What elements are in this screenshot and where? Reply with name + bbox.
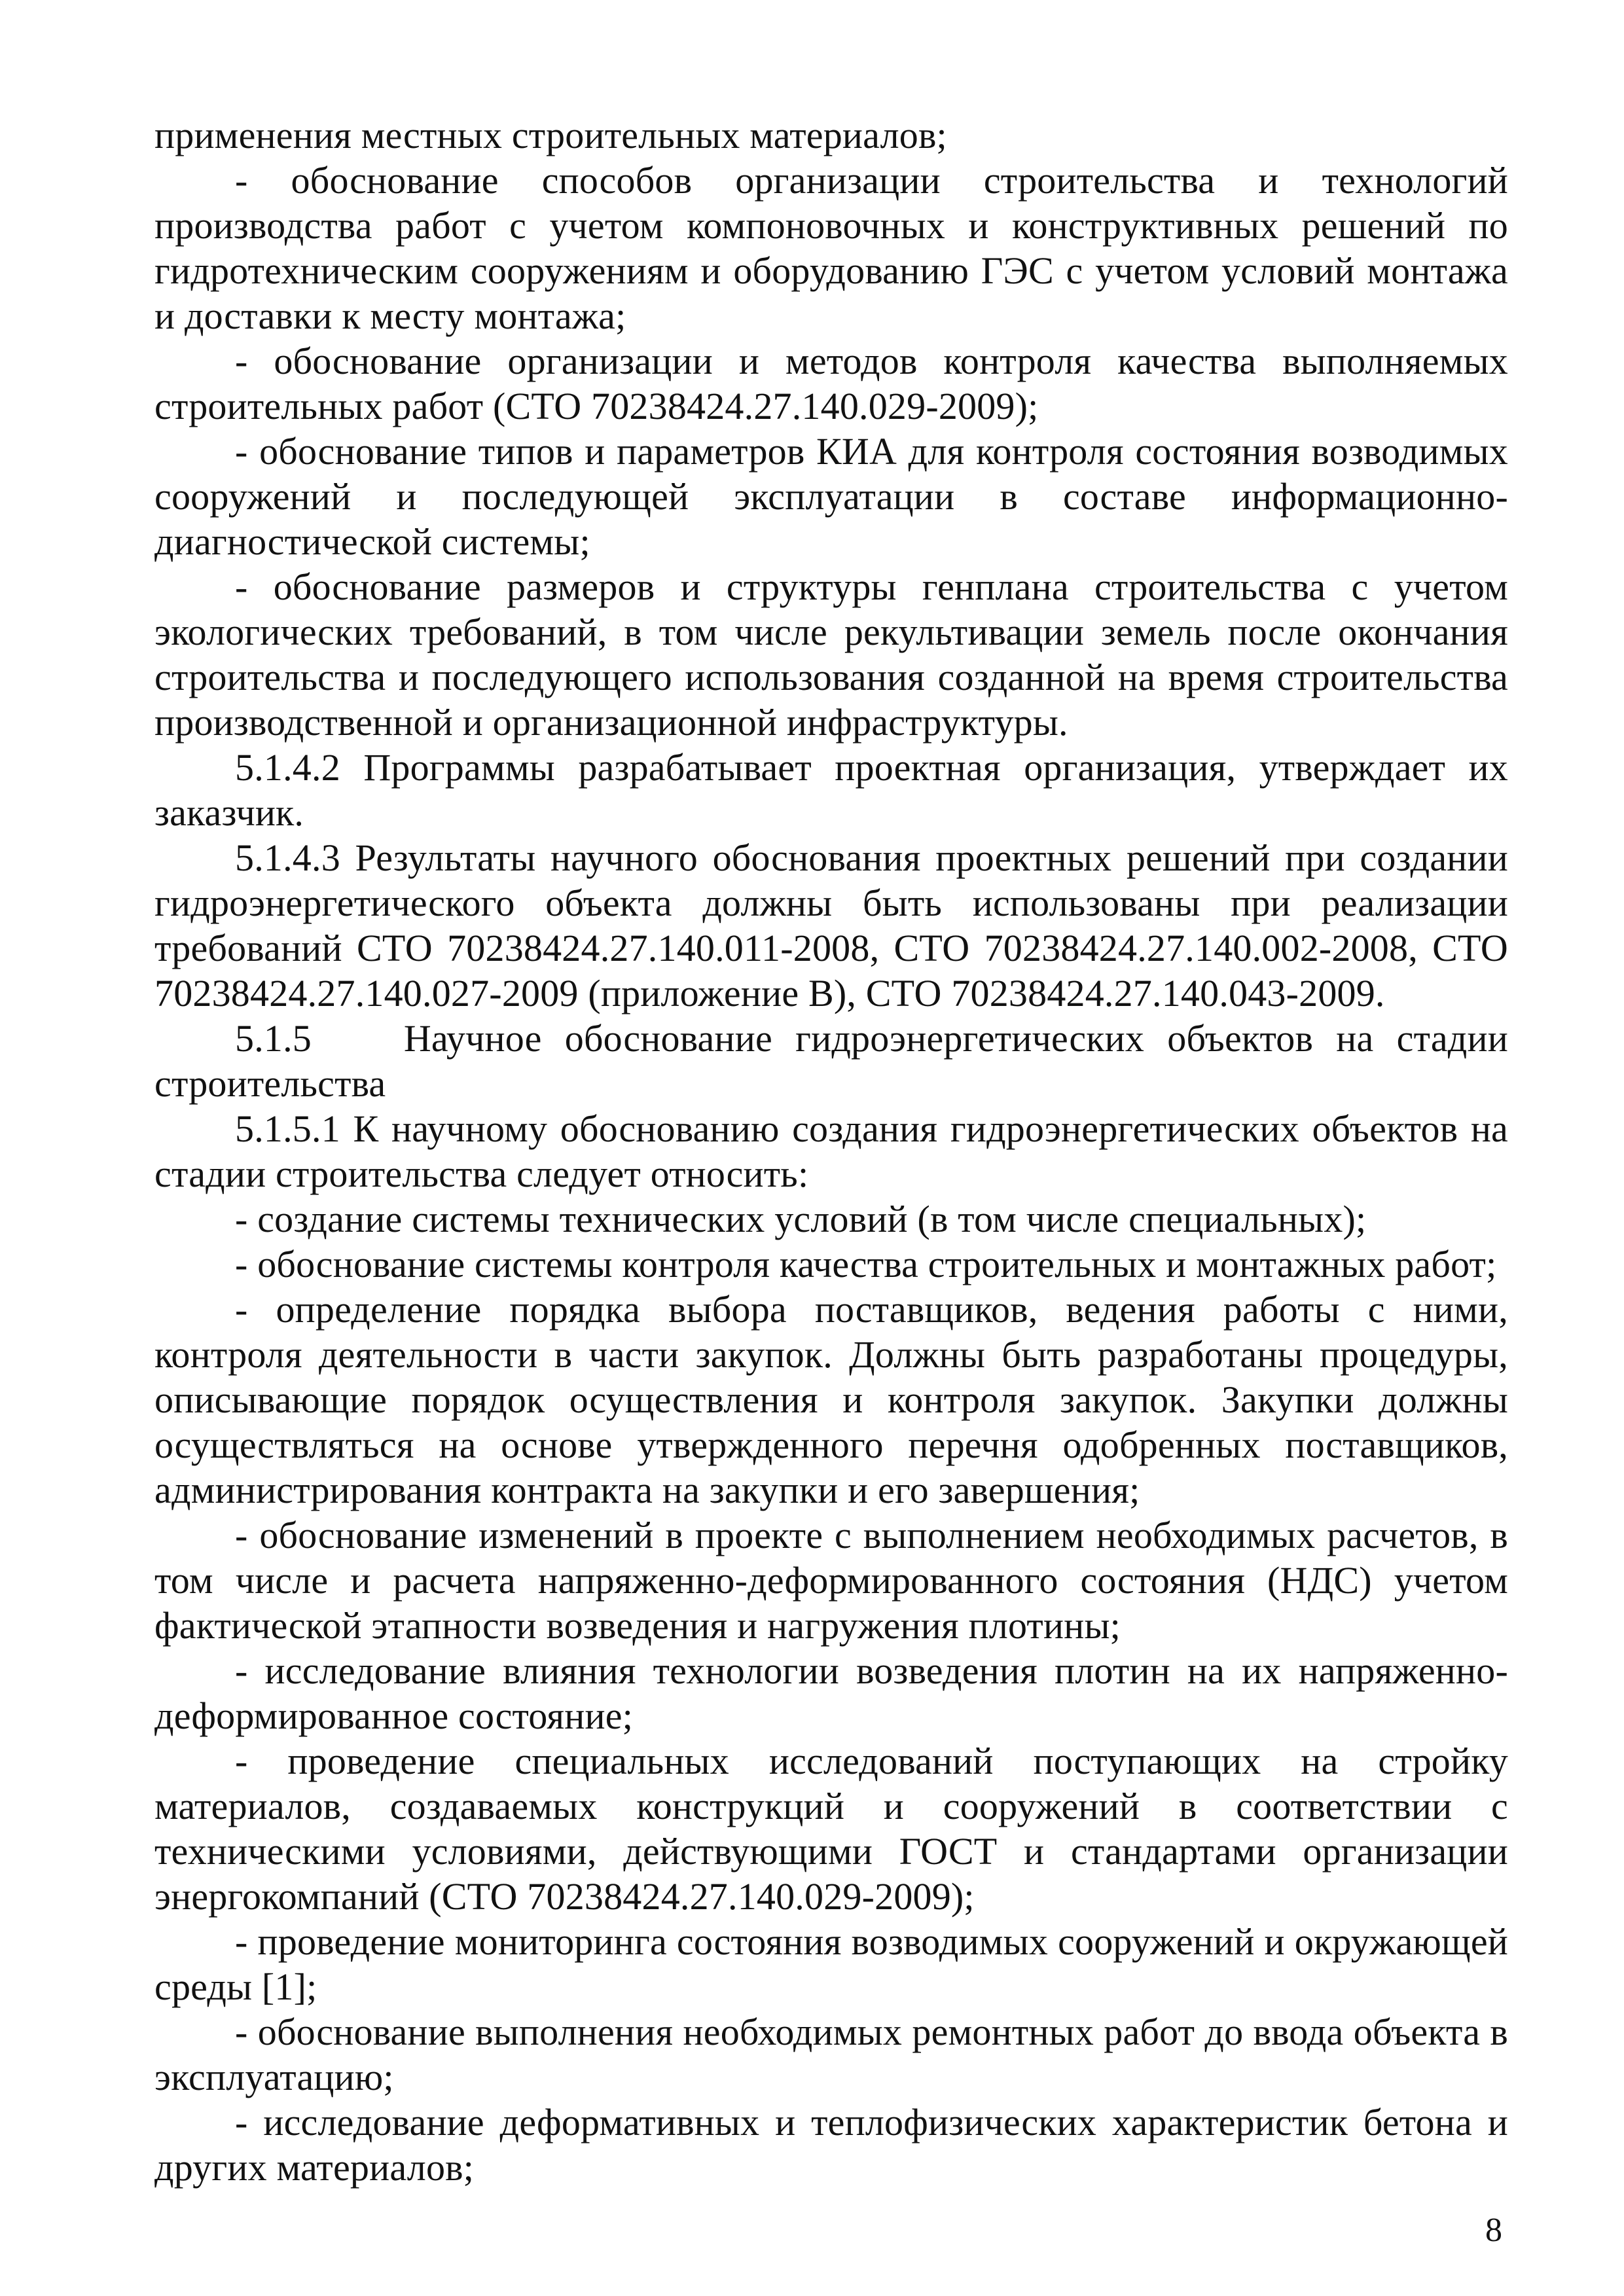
list-item: - обоснование организации и методов контроля качества выполняемых строительных работ (СТО 70238424.27.140.029-2009); xyxy=(154,340,1508,427)
list-item: - обоснование размеров и структуры генплана строительства с учетом экологических требований, в том числе рекультивации земель после окончания строительства и последующего использования созданной на время строительства производственной и организационной инфраструктуры. xyxy=(154,565,1508,744)
list-item: - обоснование способов организации строительства и технологий производства работ с учетом компоновочных и конструктивных решений по гидротехническим сооружениям и оборудованию ГЭС с учетом условий монтажа и доставки к месту монтажа; xyxy=(154,159,1508,337)
list-item: - проведение специальных исследований поступающих на стройку материалов, создаваемых конструкций и сооружений в соответствии с техническими условиями, действующими ГОСТ и стандартами организации энергокомпаний (СТО 70238424.27.140.029-2009); xyxy=(154,1740,1508,1918)
list-item: - создание системы технических условий (в том числе специальных); xyxy=(235,1198,1367,1240)
clause-5-1-4-2: 5.1.4.2 Программы разрабатывает проектная организация, утверждает их заказчик. xyxy=(154,746,1508,834)
clause-5-1-4-3: 5.1.4.3 Результаты научного обоснования проектных решений при создании гидроэнергетического объекта должны быть использованы при реализации требований СТО 70238424.27.140.011-2008, СТО 70238424.27.140.002-2008, СТО 70238424.27.140.027-2009 (приложение В), СТО 70238424.27.140.043-2009. xyxy=(154,836,1508,1014)
clause-5-1-5-1: 5.1.5.1 К научному обоснованию создания гидроэнергетических объектов на стадии строительства следует относить: xyxy=(154,1107,1508,1195)
list-item: - исследование влияния технологии возведения плотин на их напряженно-деформированное состояние; xyxy=(154,1649,1508,1737)
page-number: 8 xyxy=(1485,2212,1502,2249)
list-item: - определение порядка выбора поставщиков, ведения работы с ними, контроля деятельности в части закупок. Должны быть разработаны процедуры, описывающие порядок осуществления и контроля закупок. Закупки должны осуществляться на основе утвержденного перечня одобренных поставщиков, администрирования контракта на закупки и его завершения; xyxy=(154,1288,1508,1511)
list-item: - обоснование выполнения необходимых ремонтных работ до ввода объекта в эксплуатацию; xyxy=(154,2011,1508,2098)
paragraph: применения местных строительных материалов; xyxy=(154,114,947,156)
body-text xyxy=(154,113,1518,2190)
list-item: - проведение мониторинга состояния возводимых сооружений и окружающей среды [1]; xyxy=(154,1920,1508,2008)
list-item: - обоснование изменений в проекте с выполнением необходимых расчетов, в том числе и расчета напряженно-деформированного состояния (НДС) учетом фактической этапности возведения и нагружения плотины; xyxy=(154,1514,1508,1647)
list-item: - обоснование типов и параметров КИА для контроля состояния возводимых сооружений и последующей эксплуатации в составе информационно-диагностической системы; xyxy=(154,430,1508,563)
section-heading-5-1-5: 5.1.5 Научное обоснование гидроэнергетических объектов на стадии строительства xyxy=(154,1017,1518,1105)
list-item: - обоснование системы контроля качества строительных и монтажных работ; xyxy=(235,1243,1497,1285)
list-item: - исследование деформативных и теплофизических характеристик бетона и других материалов; xyxy=(154,2101,1508,2189)
